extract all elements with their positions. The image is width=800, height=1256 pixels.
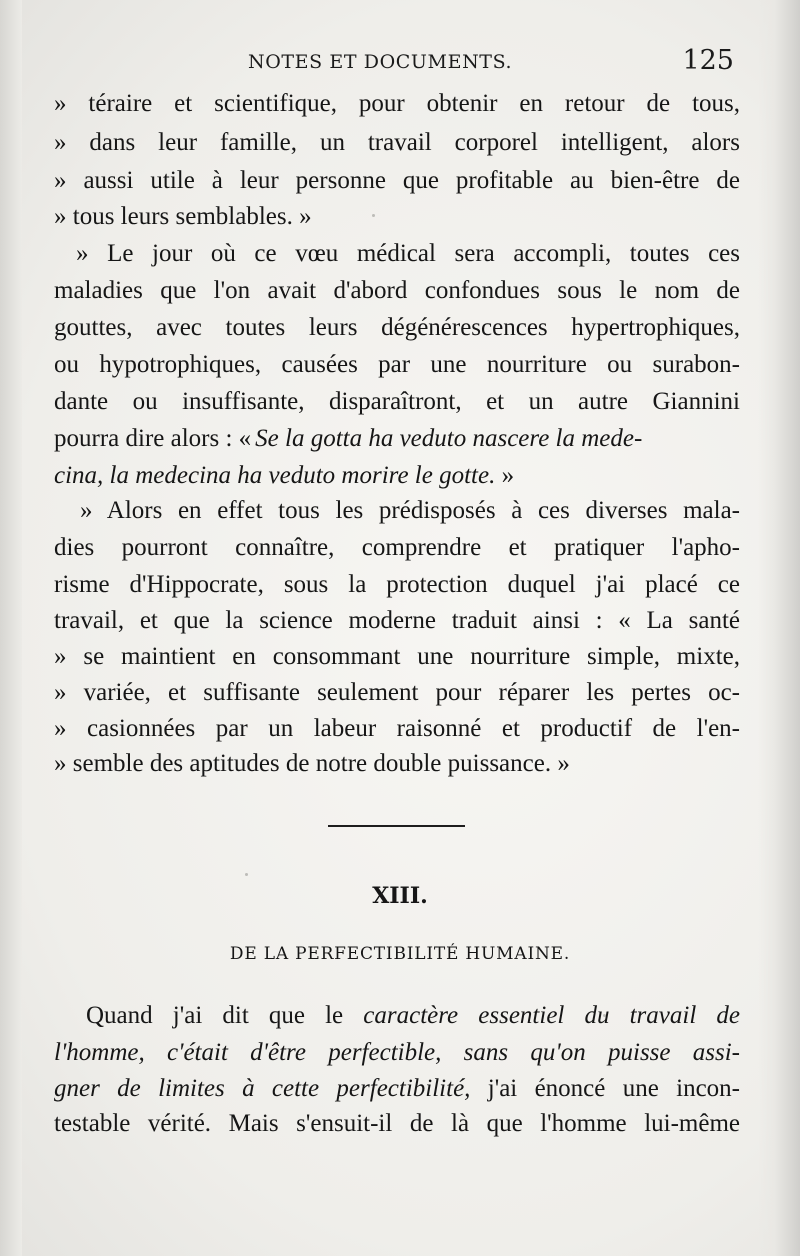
text-segment: » [501,462,515,489]
section-number: XIII. [372,883,428,909]
text-line: » semble des aptitudes de notre double puissance. » [54,750,570,777]
text-line: » aussi utile à leur personne que profitable au bien-être de [54,167,740,194]
text-line: dante ou insuffisante, disparaîtront, et un autre Giannini [54,388,740,415]
italic-phrase: gner de limites à cette perfectibilité, [54,1075,471,1102]
text-segment: Quand j'ai dit que le [86,1002,344,1029]
text-line: testable vérité. Mais s'ensuit-il de là que l'homme lui-même [54,1110,740,1137]
italic-quote: cina, la medecina ha veduto morire le gotte. [54,462,496,489]
text-line [54,425,740,453]
text-line: » casionnées par un labeur raisonné et productif de l'en- [54,715,740,742]
text-line [54,1075,740,1103]
text-line: travail, et que la science moderne traduit ainsi : « La santé [54,607,740,634]
text-line: gouttes, avec toutes leurs dégénérescences hypertrophiques, [54,314,740,341]
text-line [54,462,740,490]
page-edge-shadow [758,0,800,1256]
text-line: dies pourront connaître, comprendre et pratiquer l'apho- [54,534,740,561]
text-line: » Le jour où ce vœu médical sera accompli, toutes ces [76,240,740,267]
section-divider [328,825,465,827]
text-line: » se maintient en consommant une nourriture simple, mixte, [54,643,740,670]
section-title: DE LA PERFECTIBILITÉ HUMAINE. [229,944,571,964]
paper-speck [245,873,248,876]
text-line: maladies que l'on avait d'abord confondues sous le nom de [54,277,740,304]
text-line: ou hypotrophiques, causées par une nourriture ou surabon- [54,351,740,378]
italic-phrase: caractère essentiel du travail de [363,1002,740,1029]
text-line: » dans leur famille, un travail corporel intelligent, alors [54,129,740,156]
text-line: » variée, et suffisante seulement pour réparer les pertes oc- [54,679,740,706]
text-segment: j'ai énoncé une incon- [487,1075,741,1102]
page-gutter-shadow [0,0,22,1256]
text-line: risme d'Hippocrate, sous la protection duquel j'ai placé ce [54,571,740,598]
page-header [248,45,738,79]
text-line: » téraire et scientifique, pour obtenir en retour de tous, [54,90,740,117]
page-number: 125 [682,45,734,76]
running-head: NOTES ET DOCUMENTS. [248,51,513,73]
text-line: l'homme, c'était d'être perfectible, sans qu'on puisse assi- [54,1039,740,1066]
italic-quote: Se la gotta ha veduto nascere la mede- [255,425,643,452]
text-line: » tous leurs semblables. » [54,203,312,230]
text-segment: pourra dire alors : « [54,425,252,452]
text-line [86,1002,740,1030]
text-line: » Alors en effet tous les prédisposés à ces diverses mala- [80,497,740,524]
